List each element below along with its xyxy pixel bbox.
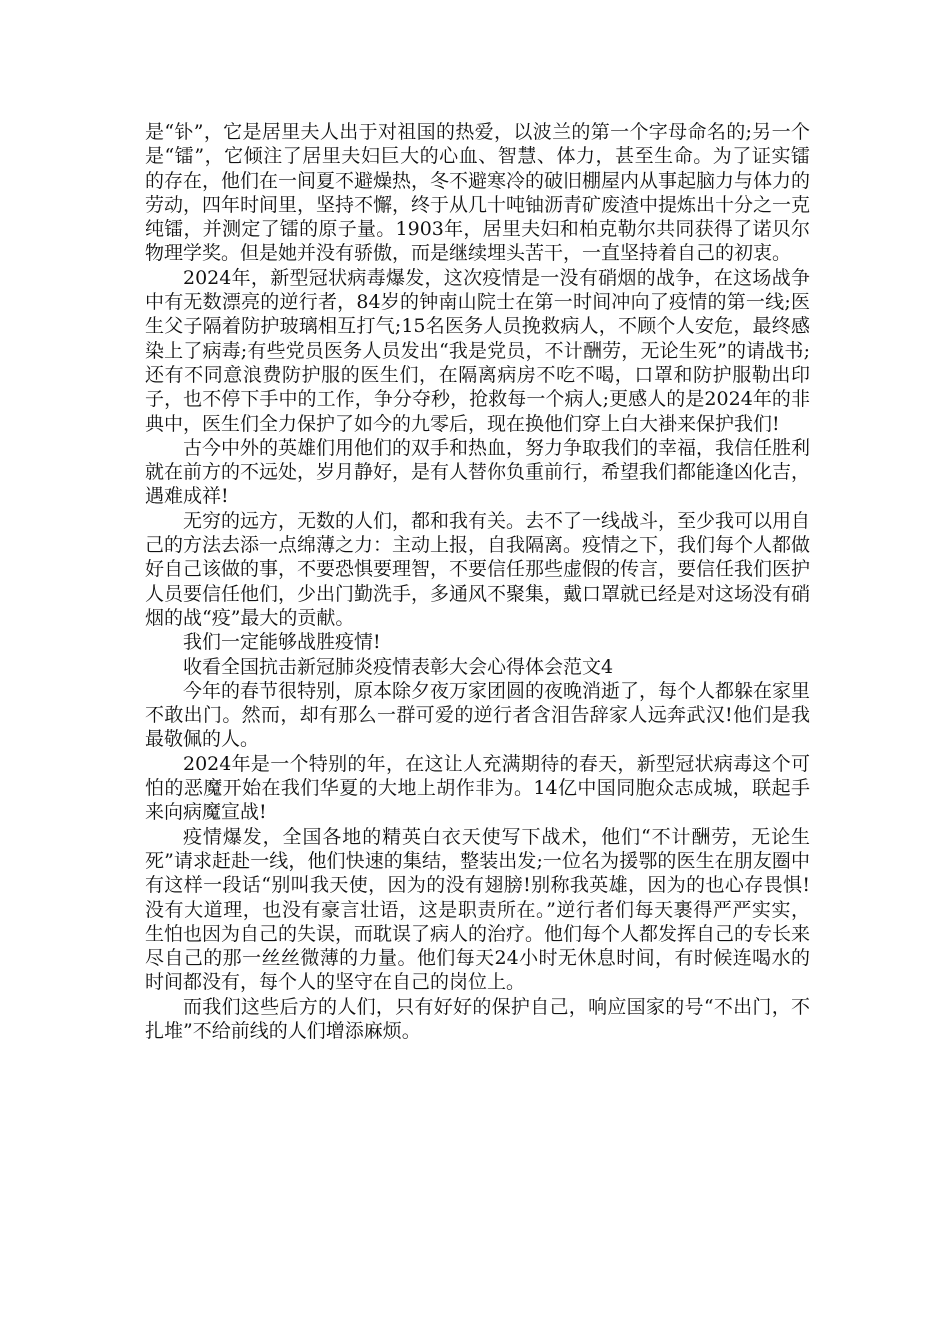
document-body	[145, 120, 810, 1043]
paragraph: 疫情爆发，全国各地的精英白衣天使写下战术，他们“不计酬劳，无论生死”请求赶赴一线，他们快速的集结，整装出发;一位名为援鄂的医生在朋友圈中有这样一段话“别叫我天使，因为的没有翅膀!别称我英雄，因为的也心存畏惧!没有大道理，也没有豪言壮语，这是职责所在。”逆行者们每天裹得严严实实，生怕也因为自己的失误，而耽误了病人的治疗。他们每个人都发挥自己的专长来尽自己的那一丝丝微薄的力量。他们每天24小时无休息时间，有时候连喝水的时间都没有，每个人的坚守在自己的岗位上。	[145, 825, 811, 994]
section-heading: 收看全国抗击新冠肺炎疫情表彰大会心得体会范文4	[183, 655, 614, 678]
paragraph: 我们一定能够战胜疫情!	[183, 631, 381, 654]
paragraph: 2024年，新型冠状病毒爆发，这次疫情是一没有硝烟的战争，在这场战争中有无数漂亮的逆行者，84岁的钟南山院士在第一时间冲向了疫情的第一线;医生父子隔着防护玻璃相互打气;15名医务人员挽救病人，不顾个人安危，最终感染上了病毒;有些党员医务人员发出“我是党员，不计酬劳，无论生死”的请战书;还有不同意浪费防护服的医生们，在隔离病房不吃不喝，口罩和防护服勒出印子，也不停下手中的工作，争分夺秒，抢救每一个病人;更感人的是2024年的非典中，医生们全力保护了如今的九零后，现在换他们穿上白大褂来保护我们!	[145, 266, 810, 435]
paragraph: 是“钋”，它是居里夫人出于对祖国的热爱，以波兰的第一个字母命名的;另一个是“镭”，它倾注了居里夫妇巨大的心血、智慧、体力，甚至生命。为了证实镭的存在，他们在一间夏不避燥热，冬不避寒冷的破旧棚屋内从事起脑力与体力的劳动，四年时间里，坚持不懈，终于从几十吨铀沥青矿废渣中提炼出十分之一克纯镭，并测定了镭的原子量。1903年，居里夫妇和柏克勒尔共同获得了诺贝尔物理学奖。但是她并没有骄傲，而是继续埋头苦干，一直坚持着自己的初衷。	[145, 121, 811, 265]
paragraph: 今年的春节很特别，原本除夕夜万家团圆的夜晚消逝了，每个人都躲在家里不敢出门。然而，却有那么一群可爱的逆行者含泪告辞家人远奔武汉!他们是我最敬佩的人。	[145, 679, 811, 751]
paragraph: 2024年是一个特别的年，在这让人充满期待的春天，新型冠状病毒这个可怕的恶魔开始在我们华夏的大地上胡作非为。14亿中国同胞众志成城，联起手来向病魔宣战!	[145, 752, 810, 824]
paragraph: 而我们这些后方的人们，只有好好的保护自己，响应国家的号“不出门，不扎堆”不给前线的人们增添麻烦。	[145, 995, 810, 1042]
paragraph: 无穷的远方，无数的人们，都和我有关。去不了一线战斗，至少我可以用自己的方法去添一点绵薄之力：主动上报，自我隔离。疫情之下，我们每个人都做好自己该做的事，不要恐惧要理智，不要信任那些虚假的传言，要信任我们医护人员要信任他们，少出门勤洗手，多通风不聚集，戴口罩就已经是对这场没有硝烟的战“疫”最大的贡献。	[145, 509, 811, 629]
paragraph: 古今中外的英雄们用他们的双手和热血，努力争取我们的幸福，我信任胜利就在前方的不远处，岁月静好，是有人替你负重前行，希望我们都能逢凶化吉，遇难成祥!	[145, 436, 811, 508]
